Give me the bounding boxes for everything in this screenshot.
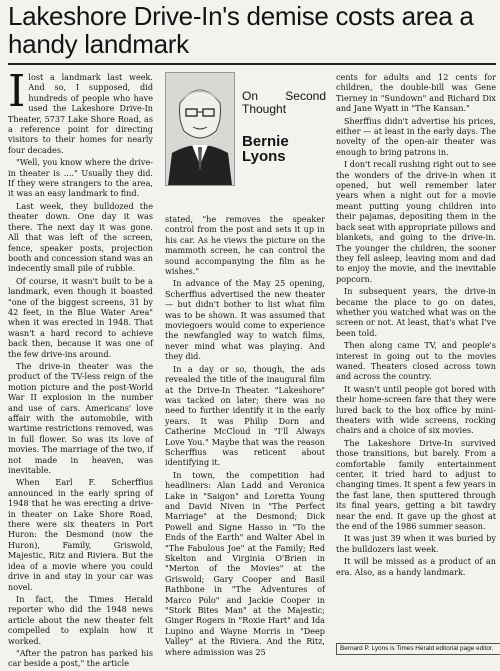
paragraph: Sherffius didn't advertise his prices, either — at least in the early days. The novelty of the open-air theater was enough to bring patrons in. <box>336 115 496 157</box>
paragraph: Then along came TV, and people's interest in going out to the movies waned. Theaters closed across town and across the country. <box>336 340 496 382</box>
paragraph: When Earl F. Scherffius announced in the early spring of 1948 that he was erecting a drive-in theater on Lake Shore Road, there were six theaters in Port Huron: the Desmond (now the Huron), Family, Griswold, Majestic, Ritz and Riviera. But the idea of a movie where you could drive in and stay in your car was novel. <box>8 477 153 592</box>
paragraph: In town, the competition had headliners: Alan Ladd and Veronica Lake in "Saigon" and Loretta Young and David Niven in "The Perfect Marriage" at the Desmond; Dick Powell and Signe Hasso in "To the Ends of the Earth" and Walter Abel in "The Fabulous Joe" at the Family; Red Skelton and Virginia O'Brien in "Merton of the Movies" at the Griswold; Gary Cooper and Basil Rathbone in "The Adventures of Marco Polo" and Jackie Cooper in "Stork Bites Man" at the Majestic; Ginger Rogers in "Roxie Hart" and Ida Lupino and Wayne Morris in "Deep Valley" at the Riviera. And the Ritz, where admission was 25 <box>165 469 325 657</box>
paragraph: cents for adults and 12 cents for children, the double-bill was Gene Tierney in "Sundown" and Richard Dix and Jane Wyatt in "The Kansan." <box>336 72 496 114</box>
author-bio-box: Bernard P. Lyons is Times Herald editorial page editor. <box>336 643 500 655</box>
paragraph: Of course, it wasn't built to be a landmark, even though it boasted "one of the biggest screens, 31 by 42 feet, in the Blue Water Area" when it was erected in 1948. That wasn't a hard record to achieve back then, because it was one of the few drive-ins around. <box>8 275 153 359</box>
paragraph: Last week, they bulldozed the theater down. One day it was there. The next day it was gone. All that was left of the screen, fence, speaker posts, projection booth and concession stand was an indecently small pile of rubble. <box>8 200 153 274</box>
byline: Bernie Lyons <box>242 133 289 165</box>
paragraph: "Well, you know where the drive-in theater is ...." Usually they did. If they were strangers to the area, it was an easy landmark to find. <box>8 157 153 199</box>
paragraph: Ilost a landmark last week. And so, I supposed, did hundreds of people who have used the Lakeshore Drive-In Theater, 5737 Lake Shore Road, as a reference point for directing visitors to their homes for nearly four decades. <box>8 66 153 155</box>
headline-rule <box>8 63 496 65</box>
paragraph: The Lakeshore Drive-In survived those transitions, but barely. From a comfortable family entertainment center, it tried hard to adjust to changing times. It spent a few years in the fast lane, then sputtered through its final years, getting a bit tawdry near the end. It gave up the ghost at the end of the 1986 summer season. <box>336 437 496 532</box>
column-kicker: On Second Thought <box>242 89 326 116</box>
article-column-1 <box>8 66 153 671</box>
headline: Lakeshore Drive-In's demise costs area a handy landmark <box>8 1 474 59</box>
author-photo <box>165 72 235 186</box>
drop-cap: I <box>8 66 26 117</box>
paragraph: In a day or so, though, the ads revealed the title of the inaugural film at the Drive-In Theater. "Lakeshore" was tacked on later; there was no need to further identify it in the early years. It was Philip Dorn and Catherine McCloud in "I'll Always Love You." Maybe that was the reason Scherffius was reticent about identifying it. <box>165 363 325 468</box>
article-column-3 <box>336 72 496 579</box>
paragraph: In advance of the May 25 opening, Scherffius advertised the new theater — but didn't bother to list what film was to be shown. It was assumed that moviegoers would come to experience the newfangled way to watch films, never mind what was playing. And they did. <box>165 278 325 362</box>
paragraph: It will be missed as a product of an era. Also, as a handy landmark. <box>336 556 496 577</box>
paragraph: In fact, the Times Herald reporter who did the 1948 news article about the new theater felt compelled to explain how it worked. <box>8 593 153 646</box>
column-2-text <box>165 214 325 659</box>
paragraph: It wasn't until people got bored with their home-screen fare that they were lured back to the box office by mini-theaters with wide screens, rocking chairs and a choice of six movies. <box>336 383 496 436</box>
author-portrait-icon <box>166 73 234 185</box>
paragraph: "After the patron has parked his car beside a post," the article <box>8 647 153 669</box>
paragraph: In subsequent years, the drive-in became the place to go on dates, whether you watched what was on the screen or not. At least, that's what I've been told. <box>336 286 496 338</box>
paragraph: stated, "he removes the speaker control from the post and sets it up in his car. As he views the picture on the mammoth screen, he can control the sound accompanying the film as he wishes." <box>165 214 325 277</box>
paragraph: I don't recall rushing right out to see the wonders of the drive-in when it opened, but well remember later years when a night out for a movie meant putting young children into their pajamas, depositing them in the back seat with appropriate pillows and blankets, and going to the drive-in. The younger the children, the sooner they fell asleep, leaving mom and dad to enjoy the movie, and the inevitable popcorn. <box>336 159 496 284</box>
paragraph: The drive-in theater was the product of the TV-less reign of the motion picture and the post-World War II explosion in the number and use of cars. Americans' love affair with the automobile, with wartime restrictions removed, was in full flower. So was its love of movies. The marriage of the two, if not made in heaven, was inevitable. <box>8 360 153 476</box>
paragraph: It was just 39 when it was buried by the bulldozers last week. <box>336 533 496 554</box>
